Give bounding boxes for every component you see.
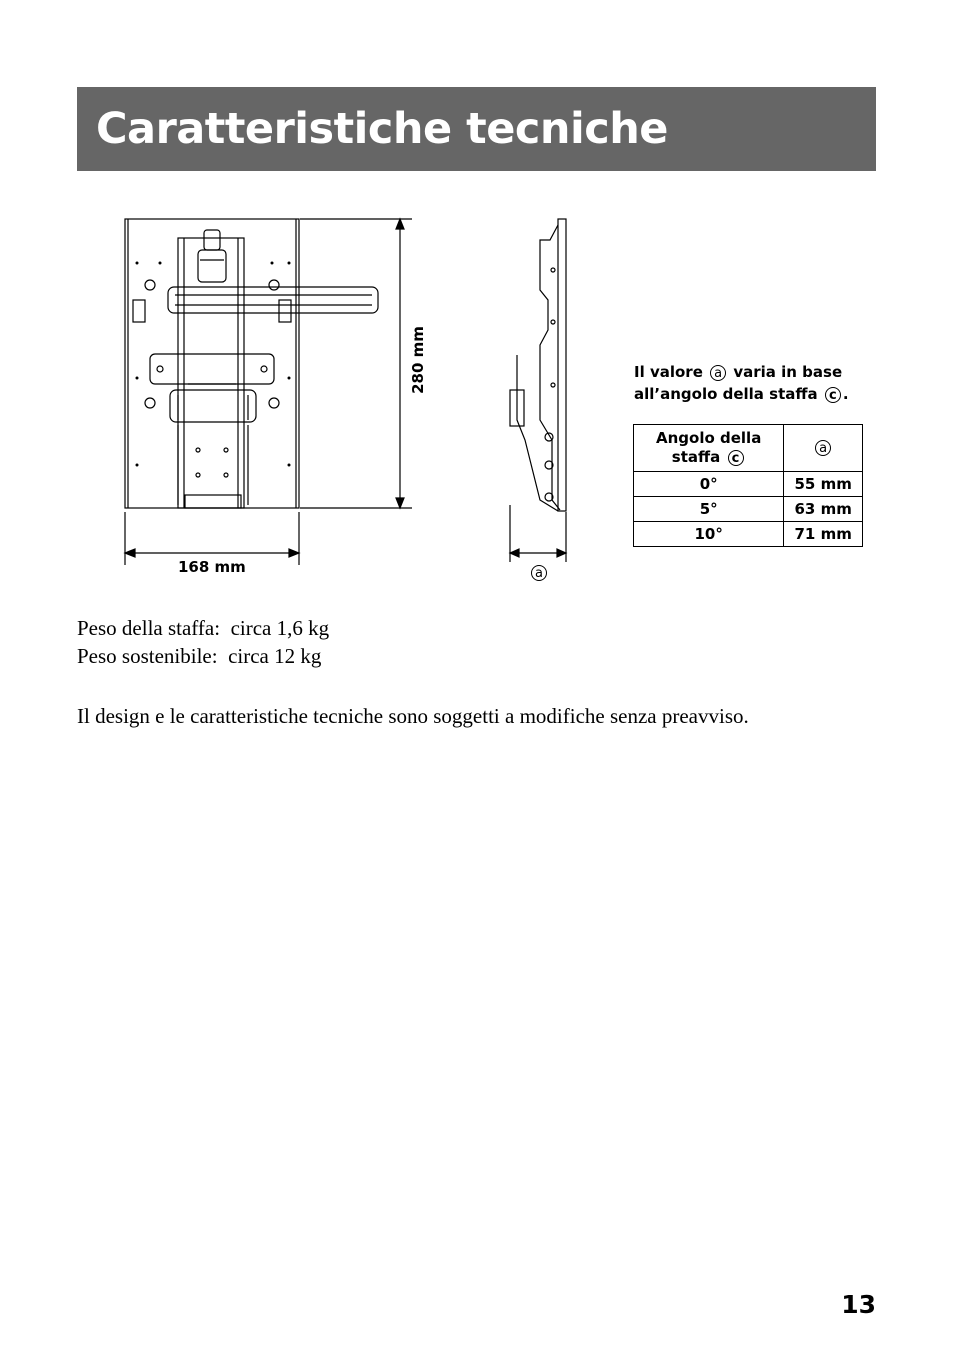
- middle-plate: [150, 354, 274, 384]
- page-title: Caratteristiche tecniche: [96, 104, 668, 154]
- header-angle-text: Angolo della staffa: [656, 429, 762, 466]
- height-dimension-label: 280 mm: [409, 326, 427, 394]
- marker-a-circle: a: [531, 565, 547, 581]
- header-marker-c: c: [728, 450, 744, 466]
- side-dimension-marker: [529, 564, 549, 582]
- side-arm: [168, 287, 378, 313]
- angle-table: [633, 424, 863, 547]
- table-row: [634, 522, 863, 547]
- side-view-plate: [558, 219, 566, 511]
- angle-cell: 0°: [634, 472, 784, 497]
- value-cell: 63 mm: [784, 497, 863, 522]
- angle-cell: 10°: [634, 522, 784, 547]
- vertical-channel: [178, 238, 244, 508]
- table-row: [634, 497, 863, 522]
- header-marker-a: a: [815, 440, 831, 456]
- value-cell: 55 mm: [784, 472, 863, 497]
- angle-cell: 5°: [634, 497, 784, 522]
- table-header-row: [634, 425, 863, 472]
- header-value: [784, 425, 863, 472]
- note-marker-a: a: [710, 365, 726, 381]
- load-line: Peso sostenibile: circa 12 kg: [77, 644, 322, 668]
- weight-line: Peso della staffa: circa 1,6 kg: [77, 616, 330, 640]
- note-text-2: varia in base all’angolo della staffa: [634, 363, 843, 403]
- note-marker-c: c: [825, 387, 841, 403]
- note-text-1: Il valore: [634, 363, 703, 381]
- header-angle: [634, 425, 784, 472]
- angle-note: [634, 361, 874, 405]
- page-number: 13: [841, 1290, 876, 1319]
- value-cell: 71 mm: [784, 522, 863, 547]
- disclaimer: Il design e le caratteristiche tecniche sono soggetti a modifiche senza preavviso.: [77, 704, 749, 728]
- note-period: .: [842, 385, 849, 403]
- table-row: [634, 472, 863, 497]
- width-dimension-label: 168 mm: [178, 558, 246, 576]
